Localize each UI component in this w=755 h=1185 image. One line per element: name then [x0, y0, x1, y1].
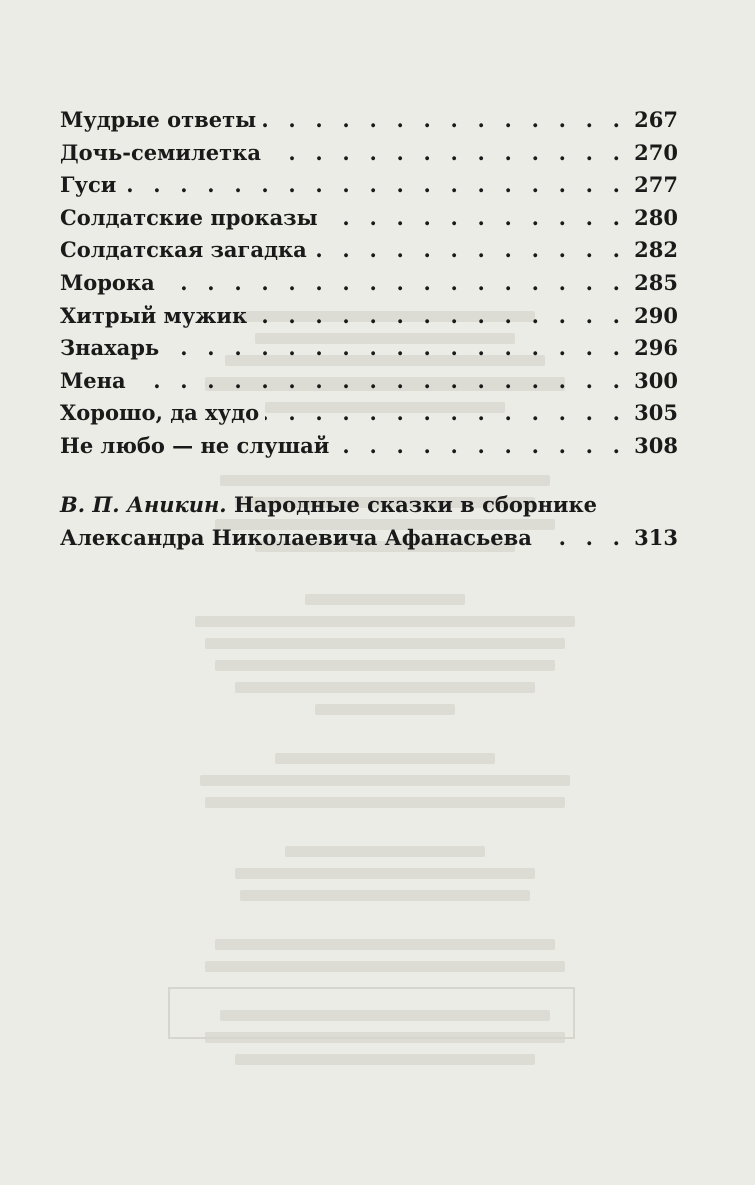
- toc-leader-dots: [313, 234, 626, 267]
- toc-leader-dots: [335, 430, 626, 463]
- toc-leader-dots: [161, 267, 626, 300]
- afterword-title-part-2: Александра Николаевича Афанасьева: [60, 525, 532, 550]
- toc-leader-dots: [165, 332, 626, 365]
- toc-entry: [60, 430, 678, 463]
- toc-leader-dots: [538, 521, 626, 554]
- toc-entry-page: 296: [634, 335, 678, 361]
- toc-entry-title: Морока: [60, 269, 155, 295]
- toc-leader-dots: [265, 397, 626, 430]
- toc-entry-title: Хорошо, да худо: [60, 400, 260, 426]
- toc-entry-page: 285: [634, 269, 678, 295]
- afterword-entry: [60, 488, 678, 554]
- toc-entry: [60, 169, 678, 202]
- toc-entry-title: Знахарь: [60, 335, 160, 361]
- toc-leader-dots: [262, 104, 626, 137]
- toc-entry-page: 270: [634, 139, 678, 165]
- toc-leader-dots: [122, 169, 626, 202]
- toc-entry-title: Гуси: [60, 172, 117, 198]
- toc-entry-page: 277: [634, 172, 678, 198]
- toc-entry: [60, 267, 678, 300]
- toc-entry: [60, 234, 678, 267]
- toc-entry-page: 280: [634, 204, 678, 230]
- toc-entry-title: Солдатская загадка: [60, 237, 307, 263]
- toc-entry: [60, 365, 678, 398]
- toc-entry: [60, 397, 678, 430]
- toc-entry: [60, 332, 678, 365]
- afterword-line-1: [60, 488, 678, 521]
- toc-entry-page: 305: [634, 400, 678, 426]
- toc-entry-title: Солдатские проказы: [60, 204, 318, 230]
- toc-leader-dots: [132, 365, 627, 398]
- toc-entry: [60, 202, 678, 235]
- afterword-page: 313: [634, 525, 678, 550]
- toc-entry-page: 290: [634, 302, 678, 328]
- table-of-contents: [60, 104, 678, 463]
- afterword-title-part-1: Народные сказки в сборнике: [233, 492, 598, 517]
- toc-entry-page: 267: [634, 107, 678, 132]
- toc-leader-dots: [253, 300, 626, 333]
- toc-entry: [60, 300, 678, 333]
- toc-leader-dots: [267, 137, 626, 170]
- toc-entry: [60, 104, 678, 137]
- toc-entry-page: 300: [634, 367, 678, 393]
- toc-entry: [60, 137, 678, 170]
- toc-entry-title: Мудрые ответы: [60, 107, 257, 132]
- bleed-through-certificate-box: [168, 987, 575, 1039]
- toc-entry-title: Хитрый мужик: [60, 302, 248, 328]
- toc-entry-title: Не любо — не слушай: [60, 432, 330, 458]
- toc-entry-title: Дочь-семилетка: [60, 139, 261, 165]
- toc-entry-title: Мена: [60, 367, 126, 393]
- toc-entry-page: 282: [634, 237, 678, 263]
- afterword-line-2: [60, 521, 678, 554]
- toc-leader-dots: [324, 202, 627, 235]
- afterword-author: В. П. Аникин.: [60, 492, 227, 517]
- toc-entry-page: 308: [634, 432, 678, 458]
